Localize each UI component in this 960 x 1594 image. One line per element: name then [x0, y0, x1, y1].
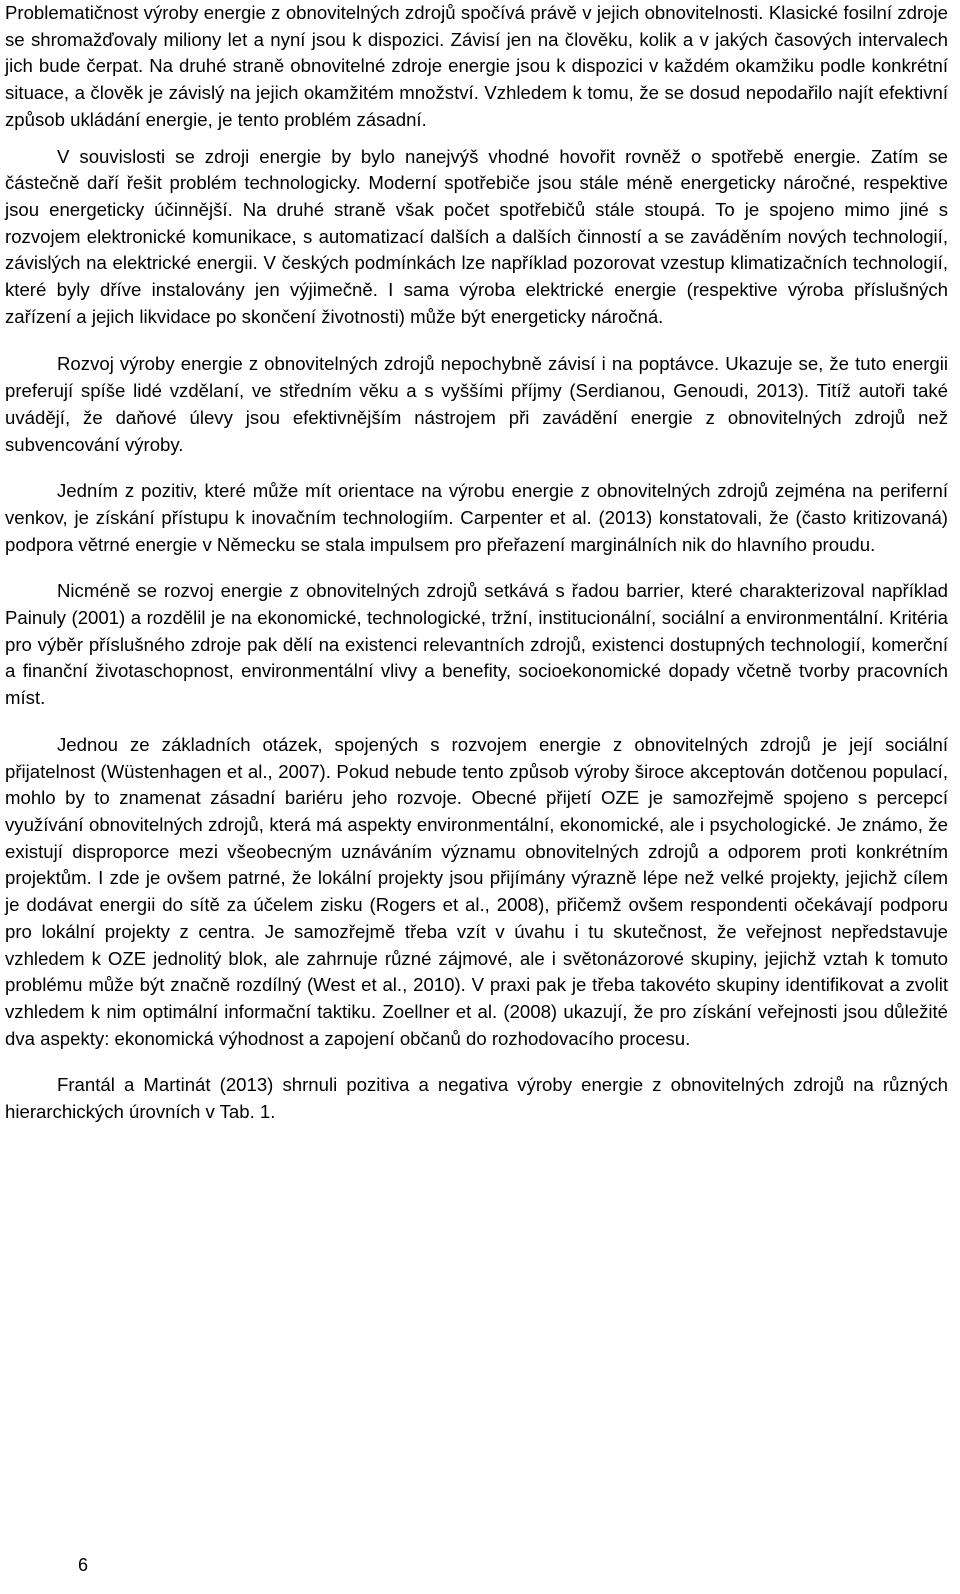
paragraph-1: Problematičnost výroby energie z obnovitelných zdrojů spočívá právě v jejich obnovitelnosti. Klasické fosilní zdroje se shromažďovaly miliony let a nyní jsou k dispozici. Závisí jen na člověku, kolik a v jakých časových intervalech jich bude čerpat. Na druhé straně obnovitelné zdroje energie jsou k dispozici v každém okamžiku podle konkrétní situace, a člověk je závislý na jejich okamžitém množství. Vzhledem k tomu, že se dosud nepodařilo najít efektivní způsob ukládání energie, je tento problém zásadní. — [5, 2, 948, 130]
paragraph-6: Jednou ze základních otázek, spojených s rozvojem energie z obnovitelných zdrojů je její sociální přijatelnost (Wüstenhagen et al., 2007). Pokud nebude tento způsob výroby široce akceptován dotčenou populací, mohlo by to znamenat zásadní bariéru jeho rozvoje. Obecné přijetí OZE je samozřejmě spojeno s percepcí využívání obnovitelných zdrojů, která má aspekty environmentální, ekonomické, ale i psychologické. Je známo, že existují disproporce mezi všeobecným uznáváním významu obnovitelných zdrojů a odporem proti konkrétním projektům. I zde je ovšem patrné, že lokální projekty jsou přijímány výrazně lépe než velké projekty, jejichž cílem je dodávat energii do sítě za účelem zisku (Rogers et al., 2008), přičemž ovšem respondenti očekávají podporu pro lokální projekty z centra. Je samozřejmě třeba vzít v úvahu i tu skutečnost, že veřejnost nepředstavuje vzhledem k OZE jednolitý blok, ale zahrnuje různé zájmové, ale i světonázorové skupiny, jejichž vztah k tomuto problému může být značně rozdílný (West et al., 2010). V praxi pak je třeba takovéto skupiny identifikovat a zvolit vzhledem k nim optimální informační taktiku. Zoellner et al. (2008) ukazují, že pro získání veřejnosti jsou důležité dva aspekty: ekonomická výhodnost a zapojení občanů do rozhodovacího procesu. — [5, 733, 948, 1049]
paragraph-4: Jedním z pozitiv, které může mít orientace na výrobu energie z obnovitelných zdrojů zejména na periferní venkov, je získání přístupu k inovačním technologiím. Carpenter et al. (2013) konstatovali, že (často kritizovaná) podpora větrné energie v Německu se stala impulsem pro přeřazení marginálních nik do hlavního proudu. — [5, 480, 948, 555]
paragraph-5: Nicméně se rozvoj energie z obnovitelných zdrojů setkává s řadou barrier, které charakterizoval například Painuly (2001) a rozdělil je na ekonomické, technologické, tržní, institucionální, sociální a environmentální. Kritéria pro výběr příslušného zdroje pak dělí na existenci relevantních zdrojů, existenci dostupných technologií, komerční a finanční životaschopnost, environmentální vlivy a benefity, socioekonomické dopady včetně tvorby pracovních míst. — [5, 580, 948, 709]
document-page — [5, 0, 948, 1126]
paragraph-7: Frantál a Martinát (2013) shrnuli pozitiva a negativa výroby energie z obnovitelných zdrojů na různých hierarchických úrovních v Tab. 1. — [5, 1074, 948, 1123]
paragraph-2: V souvislosti se zdroji energie by bylo nanejvýš vhodné hovořit rovněž o spotřebě energie. Zatím se částečně daří řešit problém technologicky. Moderní spotřebiče jsou stále méně energeticky náročné, respektive jsou energeticky účinnější. Na druhé straně však počet spotřebičů stále stoupá. To je spojeno mimo jiné s rozvojem elektronické komunikace, s automatizací dalších a dalších činností a se zaváděním nových technologií, závislých na elektrické energii. V českých podmínkách lze například pozorovat vzestup klimatizačních technologií, které byly dříve instalovány jen výjimečně. I sama výroba elektrické energie (respektive výroba příslušných zařízení a jejich likvidace po skončení životnosti) může být energeticky náročná. — [5, 145, 948, 327]
paragraph-3: Rozvoj výroby energie z obnovitelných zdrojů nepochybně závisí i na poptávce. Ukazuje se, že tuto energii preferují spíše lidé vzdělaní, ve středním věku a s vyššími příjmy (Serdianou, Genoudi, 2013). Titíž autoři také uvádějí, že daňové úlevy jsou efektivnějším nástrojem při zavádění energie z obnovitelných zdrojů než subvencování výroby. — [5, 353, 948, 455]
page-number: 6 — [78, 1555, 89, 1575]
